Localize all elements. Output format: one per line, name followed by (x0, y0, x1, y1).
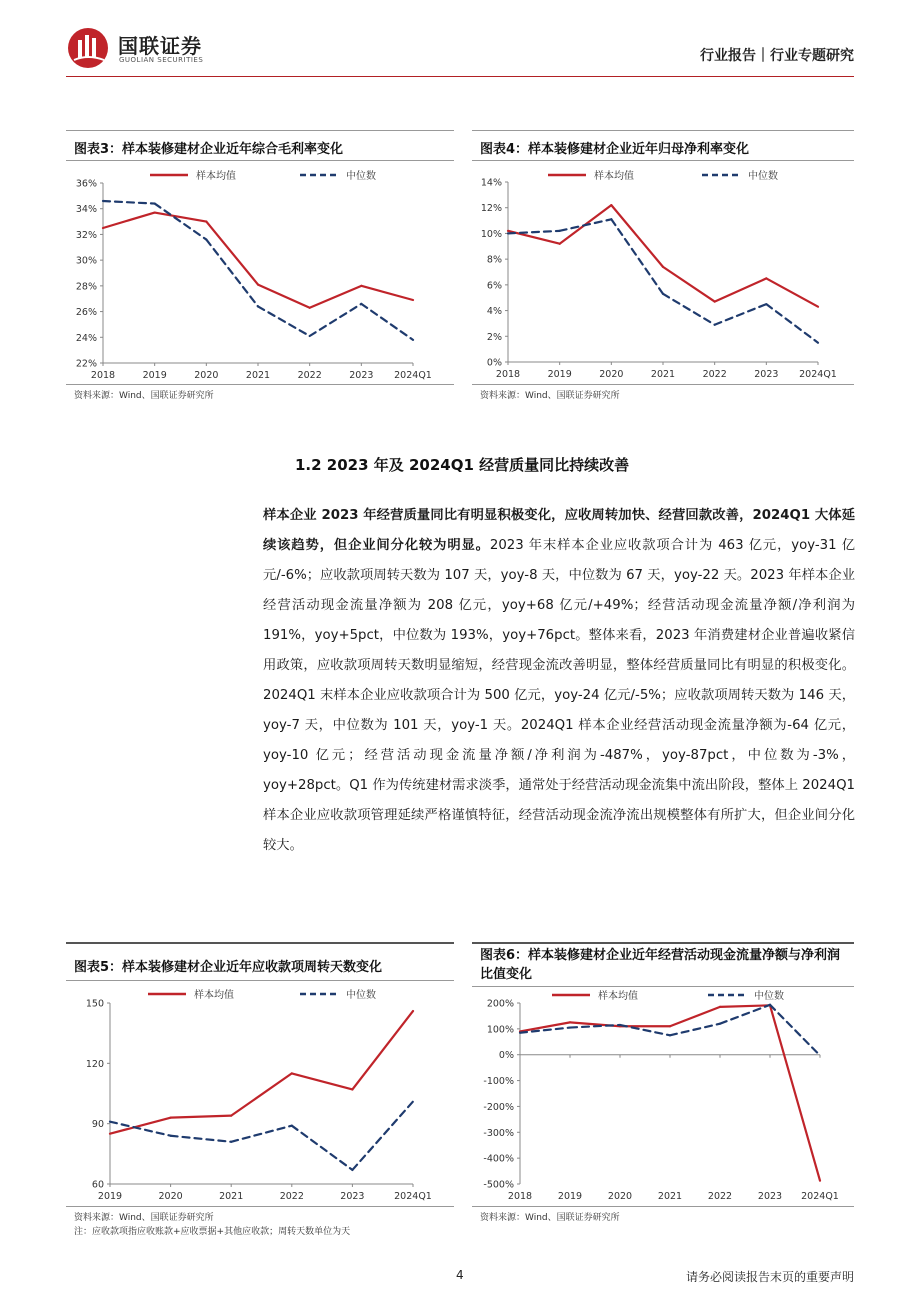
y-tick-label: 0% (486, 357, 502, 369)
fig4-title: 图表4：样本装修建材企业近年归母净利率变化 (480, 142, 750, 157)
y-tick-label: 150 (85, 998, 104, 1010)
y-tick-label: 14% (480, 177, 502, 189)
section-lead-text: 样本企业 2023 年经营质量同比有明显积极变化，应收周转加快、经营回款改善，2024Q1 大体延续该趋势，但企业间分化较为明显。 (263, 508, 855, 553)
median-legend-label: 中位数 (346, 171, 376, 182)
company-logo-subtitle: GUOLIAN SECURITIES (119, 56, 204, 64)
x-tick-label: 2023 (754, 369, 779, 380)
mean-legend-label: 样本均值 (598, 991, 638, 1002)
fig6-bottom-rule (472, 1206, 854, 1207)
company-logo-name: 国联证券 (118, 34, 202, 58)
fig6-title: 图表6：样本装修建材企业近年经营活动现金流量净额与净利润比值变化 (480, 948, 841, 982)
y-tick-label: 36% (75, 178, 97, 190)
median-legend-label: 中位数 (754, 991, 784, 1002)
y-tick-label: 6% (486, 280, 502, 292)
x-tick-label: 2019 (142, 370, 167, 381)
y-tick-label: -400% (483, 1153, 514, 1165)
y-tick-label: 32% (75, 229, 97, 241)
x-tick-label: 2023 (349, 370, 374, 381)
y-tick-label: 34% (75, 204, 97, 216)
fig5-source: 资料来源：Wind、国联证券研究所 (74, 1213, 214, 1223)
median-legend-label: 中位数 (748, 171, 778, 182)
y-tick-label: 10% (480, 228, 502, 240)
y-tick-label: -200% (483, 1101, 514, 1113)
mean-legend-label: 样本均值 (594, 171, 634, 182)
median-legend-label: 中位数 (346, 990, 376, 1001)
y-tick-label: -100% (483, 1076, 514, 1088)
y-tick-label: 30% (75, 255, 97, 267)
y-tick-label: 100% (486, 1024, 514, 1036)
y-tick-label: -500% (483, 1179, 514, 1191)
y-tick-label: 120 (85, 1058, 104, 1070)
x-tick-label: 2020 (607, 1191, 633, 1202)
page-number: 4 (456, 1268, 464, 1282)
y-tick-label: 28% (75, 281, 97, 293)
x-tick-label: 2018 (495, 369, 521, 380)
footer-disclaimer: 请务必阅读报告末页的重要声明 (685, 1270, 854, 1284)
median-series-segment (670, 1024, 720, 1036)
x-tick-label: 2020 (194, 370, 219, 381)
report-type: 行业报告｜行业专题研究 (700, 48, 854, 64)
fig5-note: 注：应收款项指应收账款+应收票据+其他应收款；周转天数单位为天 (74, 1227, 351, 1237)
x-tick-label: 2023 (757, 1191, 783, 1202)
fig5-title: 图表5：样本装修建材企业近年应收款项周转天数变化 (74, 960, 383, 975)
fig3-source: 资料来源：Wind、国联证券研究所 (74, 391, 214, 401)
x-tick-label: 2023 (340, 1191, 365, 1202)
mean-legend-label: 样本均值 (194, 990, 234, 1001)
x-tick-label: 2022 (279, 1191, 304, 1202)
x-tick-label: 2022 (297, 370, 322, 381)
x-tick-label: 2021 (650, 369, 676, 380)
mean-legend-label: 样本均值 (196, 171, 236, 182)
x-tick-label: 2024Q1 (394, 370, 432, 381)
y-tick-label: 24% (75, 332, 97, 344)
fig6-source: 资料来源：Wind、国联证券研究所 (480, 1213, 620, 1223)
y-tick-label: -300% (483, 1127, 514, 1139)
x-tick-label: 2019 (547, 369, 572, 380)
y-tick-label: 22% (75, 358, 97, 370)
y-tick-label: 90 (91, 1119, 104, 1131)
x-tick-label: 2019 (97, 1191, 123, 1202)
x-tick-label: 2024Q1 (394, 1191, 432, 1202)
section-body-text: 2023 年末样本企业应收款项合计为 463 亿元，yoy-31 亿元/-6%；应收款项周转天数为 107 天，yoy-8 天，中位数为 67 天，yoy-22 天。2023 年样本企业经营活动现金流量净额为 208 亿元，yoy+68 亿元/+49%；经营活动现金流量净额/净利润为 191%，yoy+5pct，中位数为 193%，yoy+76pct。整体来看，2023 年消费建材企业普遍收紧信用政策，应收款项周转天数明显缩短，经营现金流改善明显，整体经营质量同比有明显的积极变化。2024Q1 末样本企业应收款项合计为 500 亿元，yoy-24 亿元/-5%；应收款项周转天数为 146 天，yoy-7 天，中位数为 101 天，yoy-1 天。2024Q1 样本企业经营活动现金流量净额为-64 亿元，yoy-10 亿元；经营活动现金流量净额/净利润为-487%，yoy-87pct，中位数为-3%，yoy+28pct。Q1 作为传统建材需求淡季，通常处于经营活动现金流集中流出阶段，整体上 2024Q1 样本企业应收款项管理延续严格谨慎特征，经营活动现金流净流出规模整体有所扩大，但企业间分化较大。 (263, 538, 856, 853)
fig4-source: 资料来源：Wind、国联证券研究所 (480, 391, 620, 401)
x-tick-label: 2021 (219, 1191, 244, 1202)
y-tick-label: 60 (91, 1179, 104, 1191)
median-series-segment (570, 1025, 620, 1028)
x-tick-label: 2018 (90, 370, 116, 381)
y-tick-label: 2% (486, 331, 502, 343)
mean-series-segment (720, 1005, 770, 1007)
section-title: 1.2 2023 年及 2024Q1 经营质量同比持续改善 (295, 456, 630, 474)
x-tick-label: 2022 (702, 369, 727, 380)
y-tick-label: 4% (486, 306, 502, 318)
x-tick-label: 2019 (557, 1191, 583, 1202)
x-tick-label: 2021 (657, 1191, 683, 1202)
x-tick-label: 2020 (599, 369, 624, 380)
y-tick-label: 8% (486, 254, 502, 266)
x-tick-label: 2024Q1 (801, 1191, 839, 1202)
y-tick-label: 200% (486, 998, 514, 1010)
x-tick-label: 2022 (707, 1191, 733, 1202)
y-tick-label: 12% (480, 203, 502, 215)
y-tick-label: 26% (75, 307, 97, 319)
y-tick-label: 0% (498, 1050, 514, 1062)
mean-series-segment (670, 1007, 720, 1026)
x-tick-label: 2020 (158, 1191, 183, 1202)
fig3-title: 图表3：样本装修建材企业近年综合毛利率变化 (74, 142, 344, 157)
x-tick-label: 2024Q1 (799, 369, 837, 380)
x-tick-label: 2018 (507, 1191, 533, 1202)
x-tick-label: 2021 (245, 370, 271, 381)
